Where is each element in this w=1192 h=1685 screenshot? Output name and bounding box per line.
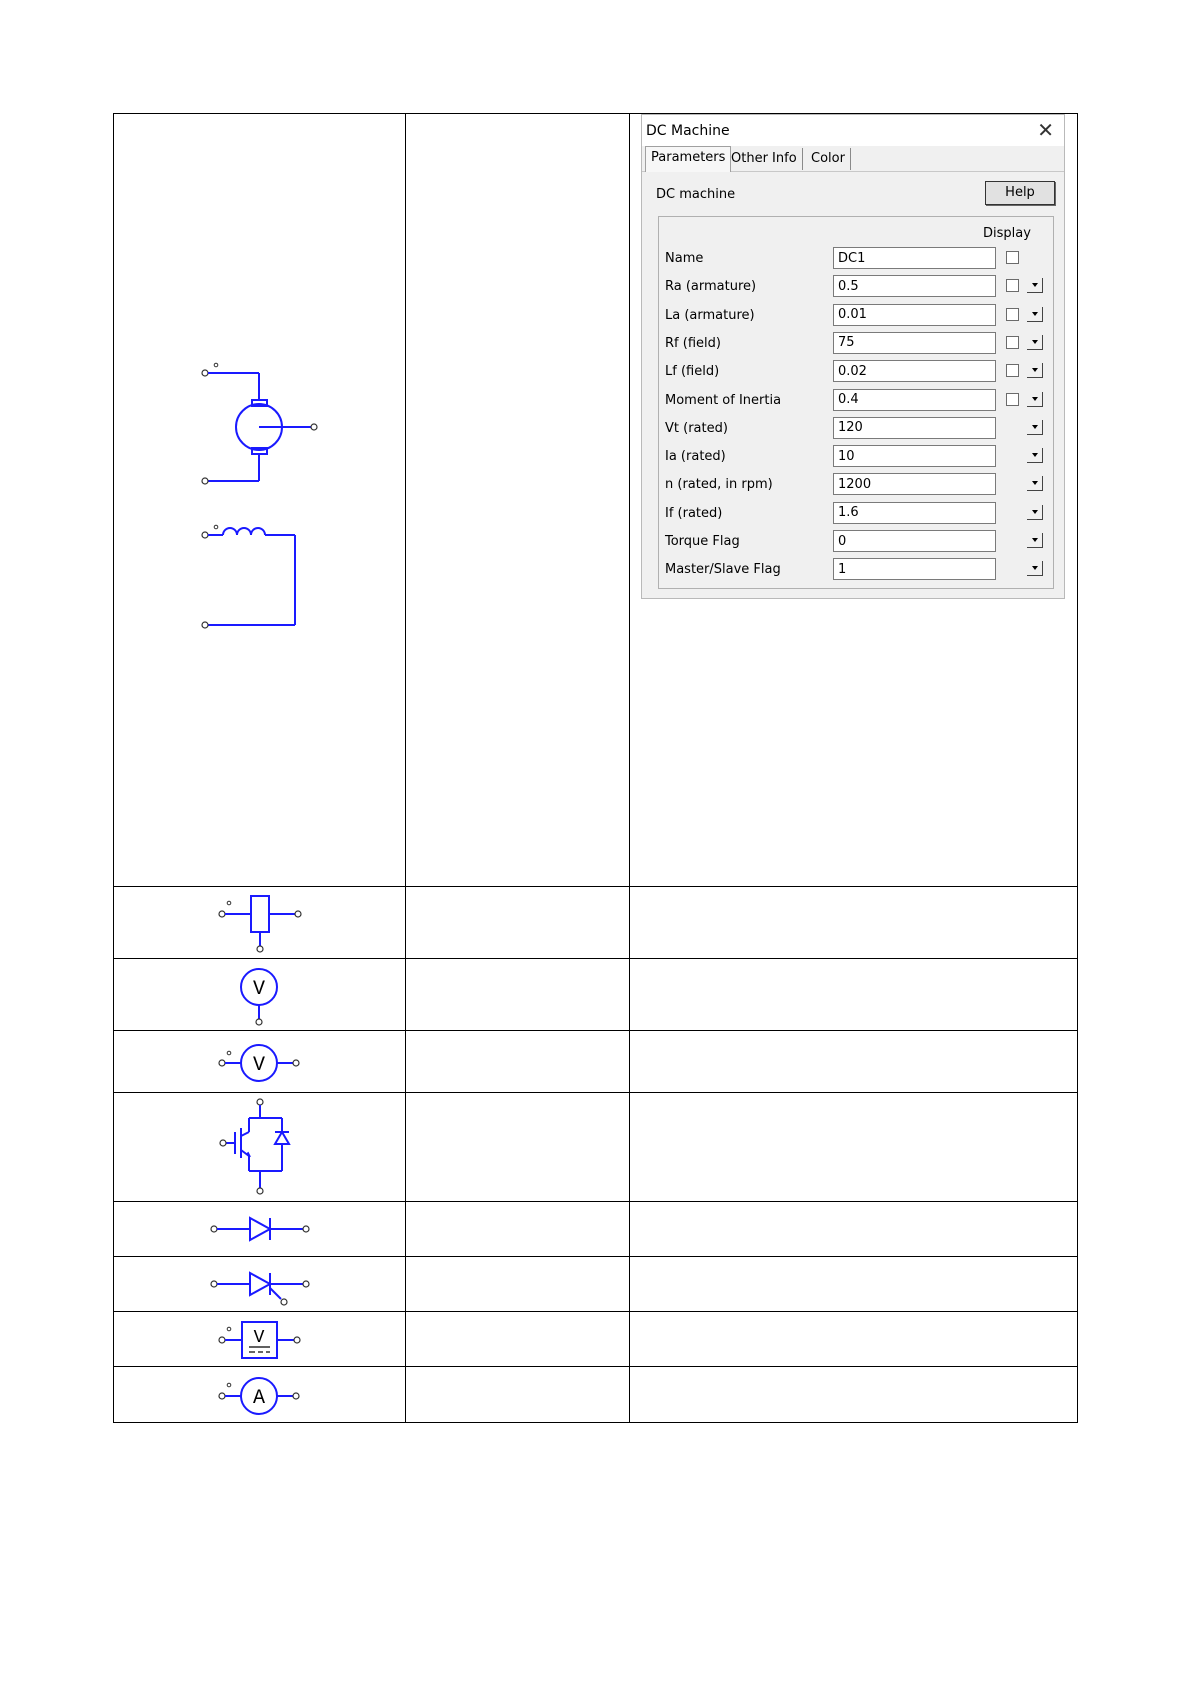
parameter-label: Ia (rated)	[665, 449, 726, 465]
table-divider	[113, 1256, 1078, 1257]
display-checkbox[interactable]	[1006, 393, 1019, 406]
display-column-label: Display	[983, 226, 1031, 241]
table-column-divider	[405, 113, 406, 1423]
dropdown-arrow-icon[interactable]	[1027, 363, 1043, 378]
dc-voltmeter-icon	[113, 1315, 405, 1365]
dropdown-arrow-icon[interactable]	[1027, 561, 1043, 576]
ammeter-letter: A	[252, 1387, 266, 1410]
dropdown-arrow-icon[interactable]	[1027, 505, 1043, 520]
table-divider	[113, 1030, 1078, 1031]
parameter-row	[642, 330, 1064, 356]
voltmeter-letter: V	[252, 1054, 266, 1077]
voltmeter-letter: V	[252, 978, 266, 1001]
tab-color[interactable]: Color	[806, 148, 851, 170]
parameter-value-field[interactable]	[833, 473, 996, 495]
parameter-value-field[interactable]	[833, 247, 996, 269]
thyristor-icon	[113, 1258, 405, 1308]
dropdown-arrow-icon[interactable]	[1027, 420, 1043, 435]
parameter-row	[642, 500, 1064, 526]
parameter-value-field[interactable]	[833, 275, 996, 297]
parameter-value-field[interactable]	[833, 332, 996, 354]
tab-parameters[interactable]: Parameters	[645, 146, 731, 172]
parameter-value-field[interactable]	[833, 389, 996, 411]
parameter-label: Master/Slave Flag	[665, 562, 781, 578]
parameter-label: Lf (field)	[665, 364, 720, 380]
dropdown-arrow-icon[interactable]	[1027, 533, 1043, 548]
parameter-row	[642, 556, 1064, 582]
display-checkbox[interactable]	[1006, 336, 1019, 349]
parameter-row	[642, 528, 1064, 554]
ammeter-symbol-cell	[113, 1370, 405, 1420]
thyristor-symbol-cell	[113, 1258, 405, 1308]
dropdown-arrow-icon[interactable]	[1027, 392, 1043, 407]
table-border-right	[1077, 113, 1078, 1423]
parameter-value-field[interactable]	[833, 417, 996, 439]
table-divider	[113, 1366, 1078, 1367]
parameter-label: Ra (armature)	[665, 279, 757, 295]
dropdown-arrow-icon[interactable]	[1027, 278, 1043, 293]
igbt-icon	[113, 1096, 405, 1196]
dialog-title: DC Machine	[646, 123, 730, 139]
parameter-label: Name	[665, 251, 704, 266]
voltmeter-symbol-cell	[113, 1035, 405, 1085]
parameter-value-field[interactable]	[833, 360, 996, 382]
parameter-row	[642, 245, 1064, 271]
close-icon[interactable]: ✕	[1037, 118, 1054, 142]
parameter-value-field[interactable]	[833, 304, 996, 326]
dc-voltmeter-letter: V	[253, 1328, 265, 1348]
parameter-row	[642, 471, 1064, 497]
display-checkbox[interactable]	[1006, 364, 1019, 377]
parameter-row	[642, 302, 1064, 328]
parameter-row	[642, 443, 1064, 469]
help-button[interactable]: Help	[985, 181, 1055, 205]
parameter-label: Torque Flag	[665, 534, 740, 549]
table-divider	[113, 1201, 1078, 1202]
dialog-subtitle: DC machine	[656, 187, 736, 202]
dc-machine-symbol-cell	[113, 355, 405, 635]
diode-icon	[113, 1203, 405, 1243]
tab-other-info[interactable]: Other Info	[726, 148, 803, 170]
voltage-probe-icon	[113, 965, 405, 1029]
parameter-value-field[interactable]	[833, 502, 996, 524]
parameter-value-field[interactable]	[833, 530, 996, 552]
resistor-symbol-cell	[113, 893, 405, 953]
parameter-row	[642, 273, 1064, 299]
dialog-body	[642, 146, 1064, 598]
dc-machine-dialog	[641, 114, 1065, 599]
parameter-label: La (armature)	[665, 307, 755, 323]
voltmeter-icon	[113, 1035, 405, 1085]
table-border-bottom	[113, 1422, 1078, 1423]
display-checkbox[interactable]	[1006, 279, 1019, 292]
dc-machine-icon	[113, 355, 405, 635]
table-column-divider	[629, 113, 630, 1423]
dropdown-arrow-icon[interactable]	[1027, 448, 1043, 463]
dropdown-arrow-icon[interactable]	[1027, 307, 1043, 322]
display-checkbox[interactable]	[1006, 251, 1019, 264]
table-divider	[113, 886, 1078, 887]
table-divider	[113, 958, 1078, 959]
parameter-row	[642, 358, 1064, 384]
dropdown-arrow-icon[interactable]	[1027, 335, 1043, 350]
field-winding-icon	[202, 525, 295, 628]
diode-symbol-cell	[113, 1203, 405, 1243]
dropdown-arrow-icon[interactable]	[1027, 476, 1043, 491]
table-divider	[113, 1092, 1078, 1093]
parameter-label: n (rated, in rpm)	[665, 477, 773, 493]
ammeter-icon	[113, 1370, 405, 1420]
parameter-label: If (rated)	[665, 505, 723, 521]
table-divider	[113, 1311, 1078, 1312]
parameter-row	[642, 415, 1064, 441]
parameter-row	[642, 387, 1064, 413]
resistor-icon	[113, 893, 405, 953]
parameter-label: Vt (rated)	[665, 420, 728, 436]
parameter-label: Rf (field)	[665, 335, 721, 351]
display-checkbox[interactable]	[1006, 308, 1019, 321]
voltage-probe-symbol-cell	[113, 965, 405, 1029]
dc-voltmeter-symbol-cell	[113, 1315, 405, 1365]
parameter-value-field[interactable]	[833, 558, 996, 580]
igbt-symbol-cell	[113, 1096, 405, 1196]
parameter-value-field[interactable]	[833, 445, 996, 467]
parameter-label: Moment of Inertia	[665, 392, 782, 408]
